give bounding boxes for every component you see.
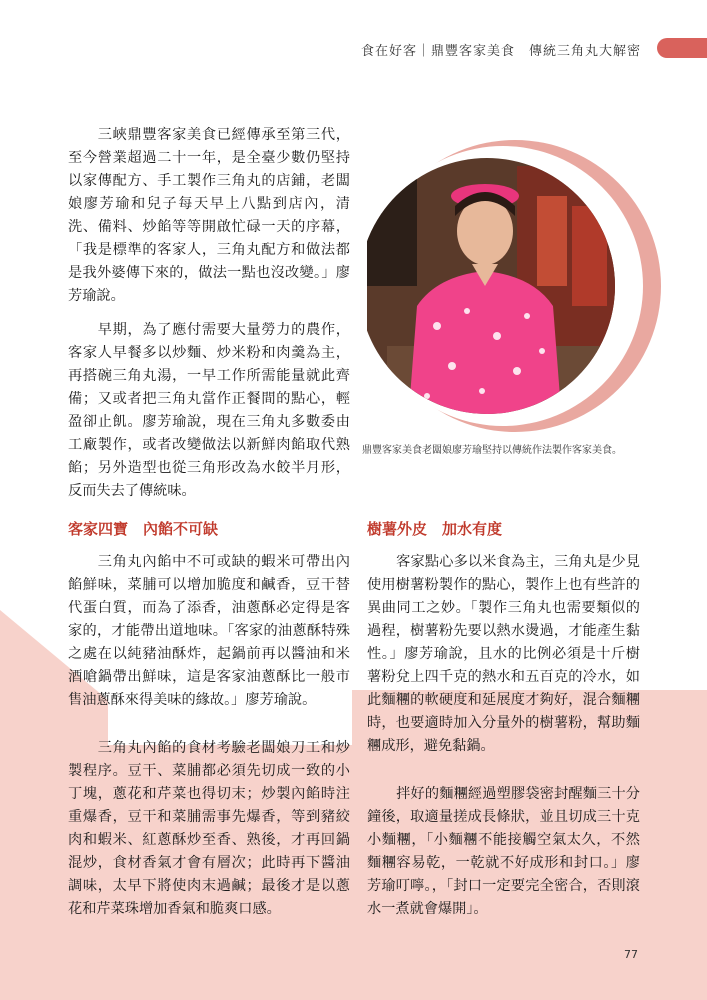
intro-paragraph-2: 早期，為了應付需要大量勞力的農作，客家人早餐多以炒麵、炒米粉和肉羹為主，再搭碗三角丸湯，一早工作所需能量就此齊備；又或者把三角丸當作正餐間的點心，輕盈卻止飢。廖芳瑜說，現在三角丸多數委由工廠製作，或者改變做法以新鮮肉餡取代熟餡；另外造型也從三角形改為水餃半月形，反而失去了傳統味。 (68, 322, 350, 499)
right-section-heading: 樹薯外皮 加水有度 (367, 520, 503, 538)
page-number: 77 (624, 948, 638, 961)
owner-portrait-image (367, 136, 667, 436)
right-paragraph-2: 拌好的麵糰經過塑膠袋密封醒麵三十分鐘後，取適量搓成長條狀，並且切成三十克小麵糰，「小麵糰不能接觸空氣太久，不然麵糰容易乾，一乾就不好成形和封口。」廖芳瑜叮嚀。，「封口一定要完全密合，否則滾水一煮就會爆開」。 (367, 786, 640, 917)
running-header (0, 38, 707, 60)
left-paragraph-1: 三角丸內餡中不可或缺的蝦米可帶出內餡鮮味，菜脯可以增加脆度和鹹香，豆干替代蛋白質，而為了添香，油蔥酥必定得是客家的，才能帶出道地味。「客家的油蔥酥特殊之處在以純豬油酥炸，起鍋前再以醬油和米酒嗆鍋帶出鮮味，這是客家油蔥酥比一般市售油蔥酥來得美味的緣故。」廖芳瑜說。 (68, 554, 350, 708)
photo-caption: 鼎豐客家美食老闆娘廖芳瑜堅持以傳統作法製作客家美食。 (362, 445, 622, 456)
intro-paragraph-1: 三峽鼎豐客家美食已經傳承至第三代，至今營業超過二十一年，是全臺少數仍堅持以家傳配方、手工製作三角丸的店鋪，老闆娘廖芳瑜和兒子每天早上八點到店內，清洗、備料、炒餡等等開啟忙碌一天的序幕，「我是標準的客家人，三角丸配方和做法都是我外婆傳下來的，做法一點也沒改變。」廖芳瑜說。 (68, 127, 350, 304)
owner-photo (367, 136, 667, 436)
header-accent-tab (657, 38, 707, 58)
left-paragraph-2: 三角丸內餡的食材考驗老闆娘刀工和炒製程序。豆干、菜脯都必須先切成一致的小丁塊，蔥花和芹菜也得切末；炒製內餡時注重爆香，豆干和菜脯需事先爆香，等到豬絞肉和蝦米、紅蔥酥炒至香、熟後，才再回鍋混炒，食材香氣才會有層次；此時再下醬油調味，太早下將使肉末過鹹；最後才是以蔥花和芹菜珠增加香氣和脆爽口感。 (68, 740, 350, 917)
right-paragraph-1: 客家點心多以米食為主，三角丸是少見使用樹薯粉製作的點心，製作上也有些許的異曲同工之妙。「製作三角丸也需要類似的過程，樹薯粉先要以熱水燙過，才能產生黏性。」廖芳瑜說，且水的比例必須是十斤樹薯粉兌上四千克的熱水和五百克的冷水，如此麵糰的軟硬度和延展度才夠好，混合麵糰時，也要適時加入分量外的樹薯粉，幫助麵糰成形，避免黏鍋。 (367, 554, 640, 754)
left-section-heading: 客家四寶 內餡不可缺 (68, 520, 219, 538)
running-title: 食在好客｜鼎豐客家美食 傳統三角丸大解密 (360, 44, 641, 59)
